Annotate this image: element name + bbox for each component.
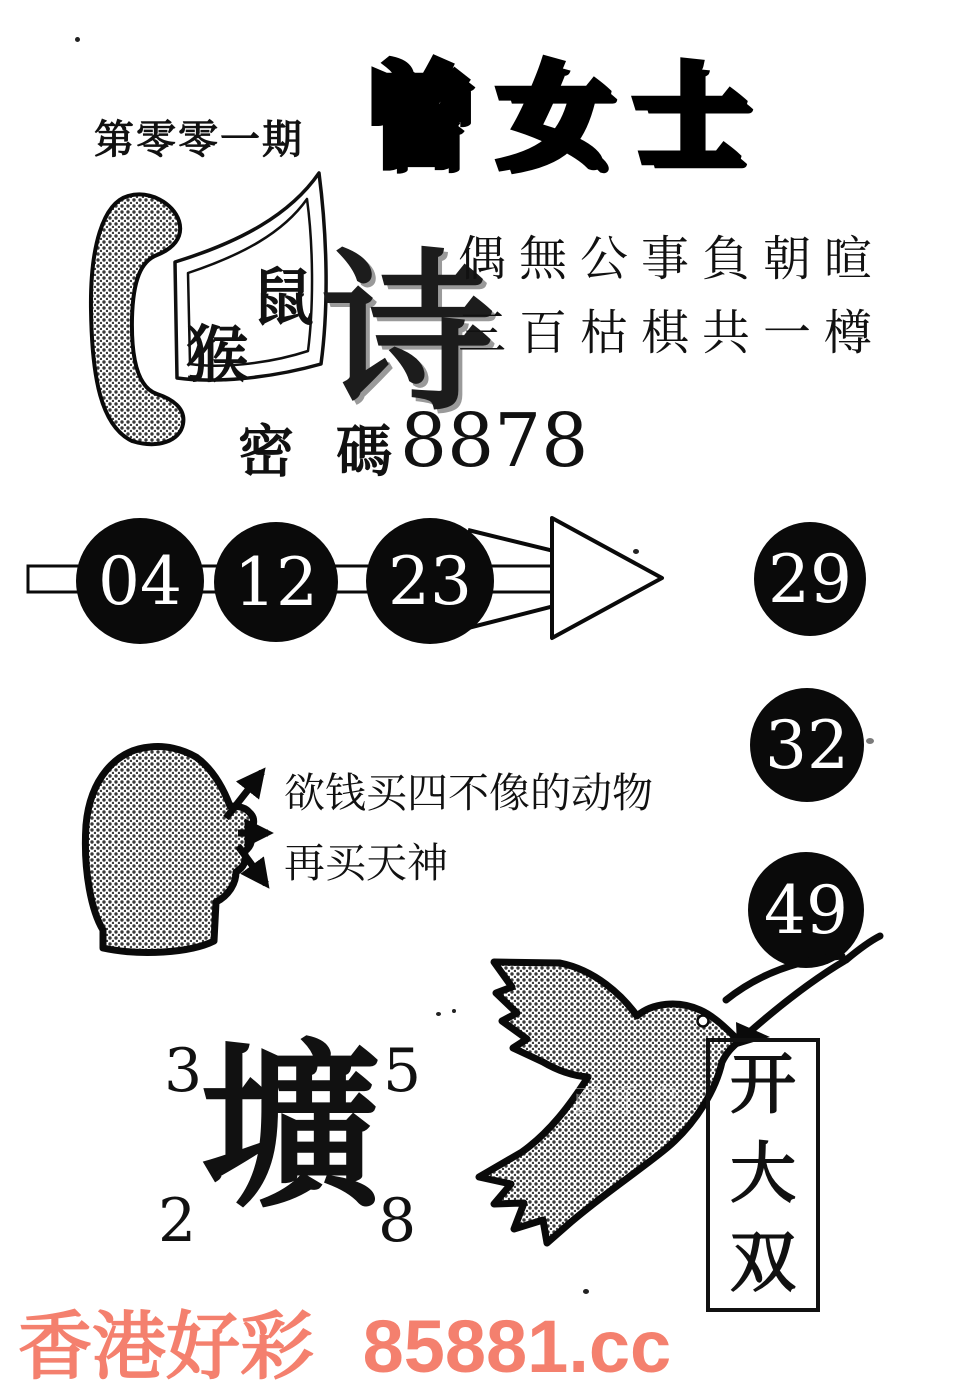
sequence-number: 23 [388,542,472,620]
speech-line-2: 再买天神 [284,840,448,886]
verdict-char: 开 [730,1049,796,1123]
poem-character: 诗 [322,241,494,431]
sequence-number-ball [366,518,494,644]
side-number-ball [754,522,866,636]
page-title: 曾女士 [362,57,770,181]
side-number: 29 [768,540,852,618]
ink-speck [436,1012,441,1016]
olive-branch-icon [726,936,880,1036]
side-number: 32 [765,706,849,784]
corner-number-bottom-left: 2 [158,1186,197,1256]
ink-speck [452,1009,456,1013]
issue-label: 第零零一期 [94,117,304,162]
ink-speck [633,549,639,554]
ink-speck [866,738,874,744]
dove-watermark-text: 百乐鸟 [570,1083,691,1119]
poem-line-1: 偶無公事負朝暄 [458,233,886,286]
speech-line-1: 欲钱买四不像的动物 [284,770,653,816]
dove-eye-icon [698,1016,709,1027]
footer-site-url: 85881.cc [362,1305,672,1388]
password-label: 密碼 [238,422,434,484]
side-number: 49 [764,871,848,949]
verdict-char: 双 [730,1226,796,1300]
sequence-number: 04 [98,542,182,620]
sequence-number-ball [214,522,338,642]
corner-number-top-right: 5 [383,1036,422,1106]
verdict-box [706,1038,820,1312]
telephone-receiver-icon [91,195,183,445]
sequence-number-ball [76,518,204,644]
dove-graphic [430,920,890,1260]
side-number-ball [750,688,864,802]
verdict-char: 大 [730,1137,796,1211]
corner-number-top-left: 3 [164,1036,203,1106]
poem-line-2: 三百枯棋共一樽 [458,307,886,360]
arrow-head [552,518,662,638]
footer-brand-name: 香港好彩 [18,1305,314,1388]
password-value: 8878 [400,398,589,484]
ink-speck [583,1289,589,1294]
ink-speck [75,37,80,42]
head-profile-icon [85,746,253,952]
footer-brand [18,1288,671,1388]
sequence-number: 12 [234,543,318,621]
corner-number-bottom-right: 8 [378,1186,417,1256]
big-character: 壙 [200,1030,381,1229]
talking-head-graphic [55,730,315,970]
zodiac-rat-label: 鼠 [252,265,315,333]
zodiac-monkey-label: 猴 [186,322,249,390]
